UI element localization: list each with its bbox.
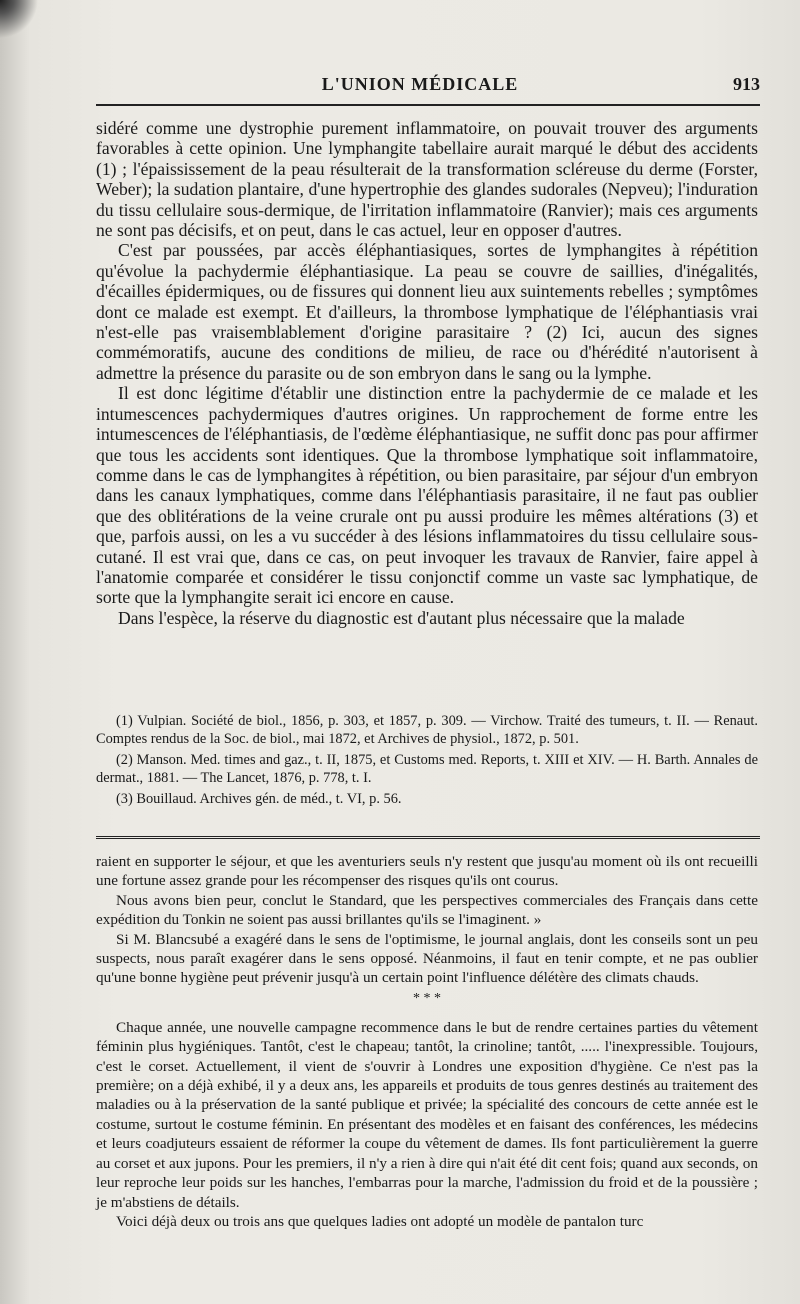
running-title: L'UNION MÉDICALE	[321, 74, 519, 94]
scan-corner-shadow	[0, 0, 40, 40]
paragraph: C'est par poussées, par accès éléphantiasiques, sortes de lymphangites à répétition qu'évolue la pachydermie éléphantiasique. La peau se couvre de saillies, d'inégalités, d'écailles épidermiques, ou de fissures qui donnent lieu aux suintements rebelles ; symptômes dont ce malade est exempt. Et d'ailleurs, la thrombose lymphatique de l'éléphantiasis vrai n'est-elle pas vraisemblablement d'origine parasitaire ? (2) Ici, aucun des signes commémoratifs, aucune des conditions de milieu, de race ou d'hérédité n'autorisent à admettre la présence du parasite ou de son embryon dans le sang ou la lymphe.	[96, 240, 758, 383]
footnotes	[96, 712, 758, 811]
page-header	[80, 70, 760, 100]
paragraph: raient en supporter le séjour, et que les aventuriers seuls n'y restent que jusqu'au moment où ils ont recueilli une fortune assez grande pour les récompenser des risques qu'ils ont courus.	[96, 853, 758, 890]
section-stars: * * *	[413, 990, 441, 1006]
footnote: (2) Manson. Med. times and gaz., t. II, 1875, et Customs med. Reports, t. XIII et XIV. — H. Barth. Annales de dermat., 1881. — The Lancet, 1876, p. 778, t. I.	[96, 752, 758, 786]
footnote: (3) Bouillaud. Archives gén. de méd., t. VI, p. 56.	[116, 791, 402, 807]
paragraph: Il est donc légitime d'établir une distinction entre la pachydermie de ce malade et les intumescences pachydermiques d'autres origines. Un rapprochement de forme entre les intumescences de l'éléphantiasis, de l'œdème éléphantiasique, ne suffit donc pas pour affirmer que tous les accidents sont identiques. Que la thrombose lymphatique soit inflammatoire, comme dans le cas de lymphangites à répétition, ou bien parasitaire, par séjour d'un embryon dans les canaux lymphatiques, comme dans l'éléphantiasis parasitaire, il ne faut pas oublier que des oblitérations de la veine crurale ont pu aussi produire les mêmes altérations (3) et que, parfois aussi, on les a vu succéder à des lésions inflammatoires du tissu cellulaire sous-cutané. Il est vrai que, dans ce cas, on peut invoquer les travaux de Ranvier, faire appel à l'anatomie comparée et considérer le tissu conjonctif comme un vaste sac lymphatique, de sorte que la lymphangite serait ici encore en cause.	[96, 383, 758, 608]
paragraph: Chaque année, une nouvelle campagne recommence dans le but de rendre certaines parties du vêtement féminin plus hygiéniques. Tantôt, c'est le chapeau; tantôt, la crinoline; tantôt, ..... l'inexpressible. Toujours, c'est le corset. Actuellement, il vient de s'ouvrir à Londres une exposition d'hygiène. Ce n'est pas la première; on a déjà exhibé, il y a deux ans, les appareils et produits de tous genres destinés au traitement des maladies ou à la préservation de la santé publique et privée; la spécialité des concours de cette année est le costume, surtout le costume féminin. En présentant des modèles et en faisant des conférences, les médecins et leurs coadjuteurs essaient de réformer la coupe du vêtement de dames. Ils font particulièrement la guerre au corset et aux jupons. Pour les premiers, il n'y a rien à dire qui n'ait été dit cent fois; quand aux seconds, on leur reproche leur poids sur les hanches, l'embarras pour la marche, l'admission du froid et de la poussière ; je m'abstiens de détails.	[96, 1018, 758, 1211]
feuilleton-separator	[96, 836, 760, 842]
footnote: (1) Vulpian. Société de biol., 1856, p. 303, et 1857, p. 309. — Virchow. Traité des tumeurs, t. II. — Renaut. Comptes rendus de la Soc. de biol., mai 1872, et Archives de physiol., 1872, p. 501.	[96, 713, 758, 747]
main-text	[96, 118, 758, 628]
paragraph: sidéré comme une dystrophie purement inflammatoire, on pouvait trouver des arguments favorables à cette opinion. Une lymphangite tabellaire aurait marqué le début des accidents (1) ; l'épaississement de la peau résulterait de la transformation scléreuse du derme (Forster, Weber); la sudation plantaire, d'une hypertrophie des glandes sudorales (Nepveu); l'induration du tissu cellulaire sous-dermique, de l'irritation inflammatoire (Ranvier); mais ces arguments ne sont pas décisifs, et on peut, dans le cas actuel, leur en opposer d'autres.	[96, 118, 758, 241]
paragraph: Nous avons bien peur, conclut le Standard, que les perspectives commerciales des Français dans cette expédition du Tonkin ne soient pas aussi brillantes qu'ils se l'imaginent. »	[96, 891, 758, 929]
paragraph: Voici déjà deux ou trois ans que quelques ladies ont adopté un modèle de pantalon turc	[116, 1212, 644, 1230]
header-rule	[96, 104, 760, 106]
paragraph: Si M. Blancsubé a exagéré dans le sens de l'optimisme, le journal anglais, dont les conseils sont un peu suspects, nous paraît exagérer dans le sens opposé. Néanmoins, il faut en tenir compte, et ne pas oublier qu'une bonne hygiène peut prévenir jusqu'à un certain point l'influence délétère des climats chauds.	[96, 930, 758, 987]
feuilleton-text	[96, 852, 758, 1231]
paragraph: Dans l'espèce, la réserve du diagnostic est d'autant plus nécessaire que la malade	[118, 607, 685, 628]
page-number: 913	[733, 74, 760, 94]
